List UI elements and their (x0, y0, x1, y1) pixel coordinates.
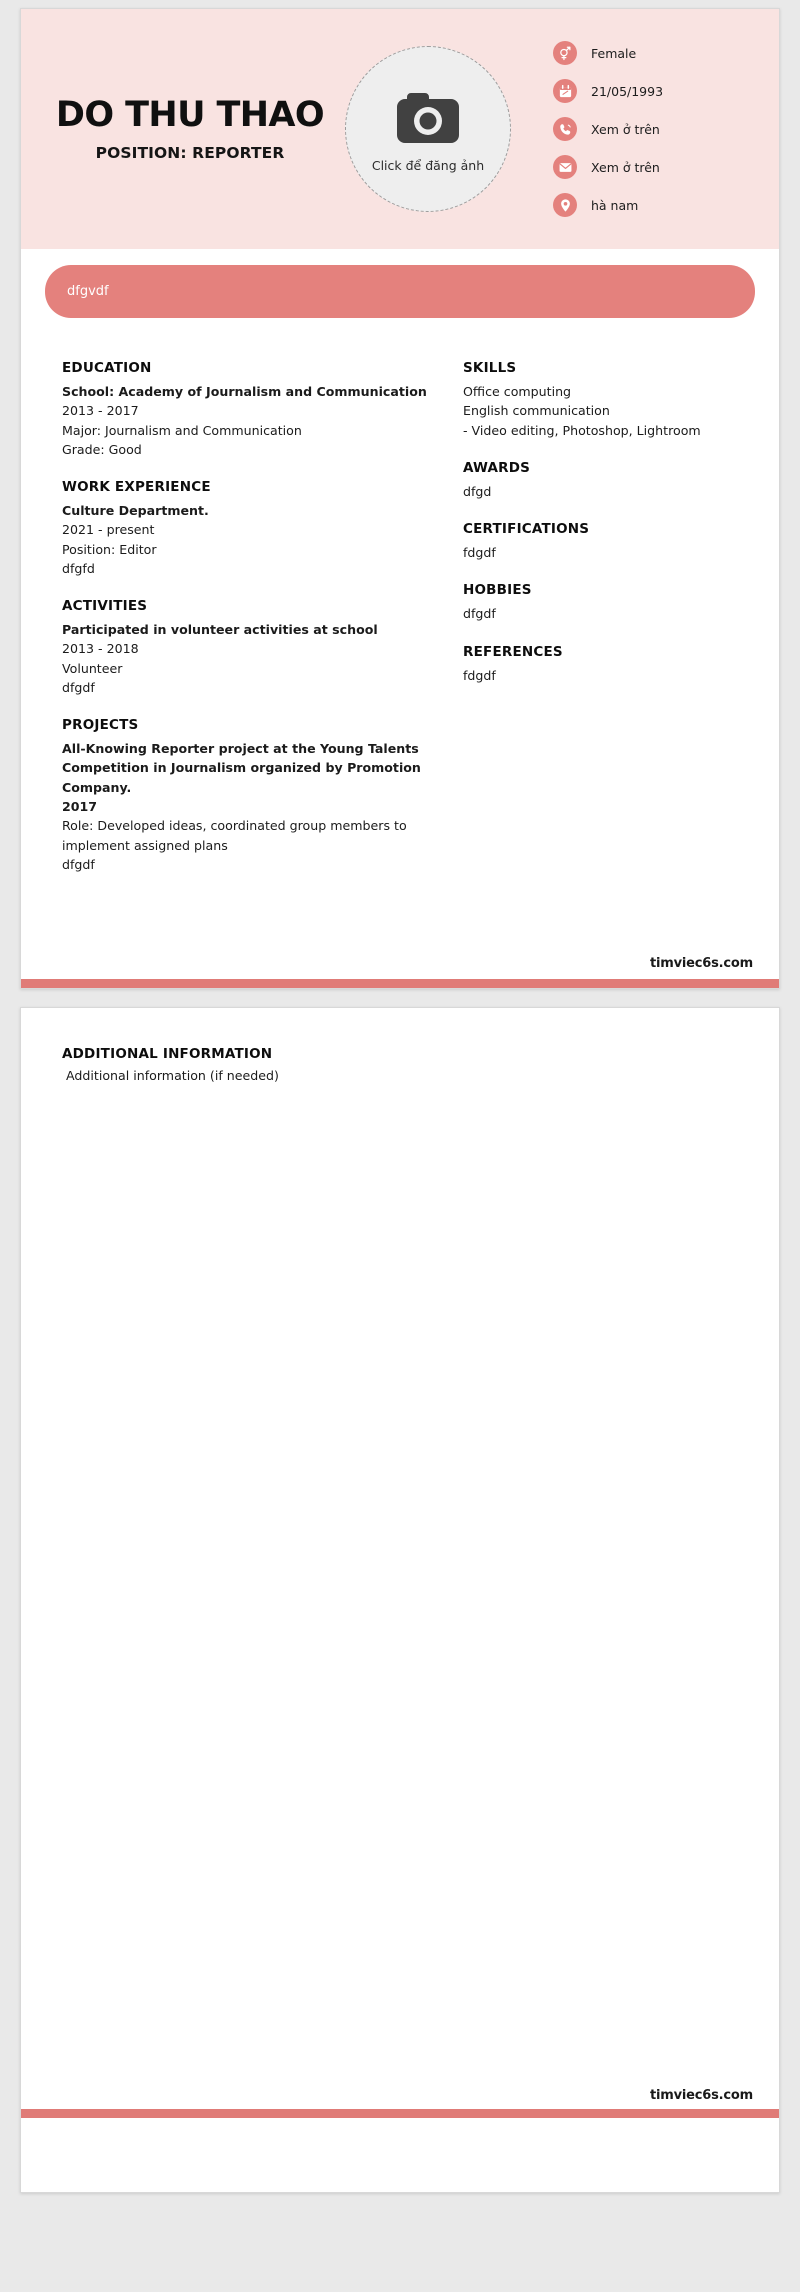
contact-row-email[interactable] (553, 155, 757, 179)
cv-section (62, 598, 435, 697)
contact-row-gender[interactable] (553, 41, 757, 65)
brand-label: timviec6s.com (650, 956, 753, 971)
contact-value-gender: Female (591, 45, 637, 61)
contact-row-phone[interactable] (553, 117, 757, 141)
cv-section (463, 644, 755, 685)
section-line[interactable]: All-Knowing Reporter project at the Young Talents Competition in Journalism organized by Promotion Company. (62, 741, 421, 795)
contact-list (513, 41, 757, 217)
contact-row-birthday[interactable] (553, 79, 757, 103)
section-title: EDUCATION (62, 360, 152, 376)
cv-right-column (457, 360, 755, 938)
page-accent-bar-2 (21, 2109, 779, 2118)
section-line[interactable]: dfgdf (62, 679, 95, 695)
section-title: ACTIVITIES (62, 598, 148, 615)
location-icon (553, 193, 577, 217)
section-title: REFERENCES (463, 643, 563, 660)
name-block (43, 96, 343, 163)
section-line[interactable]: 2021 - present (62, 522, 155, 538)
cv-section (463, 521, 755, 562)
brand-row-page-1 (21, 938, 779, 979)
cv-page-2 (20, 1007, 780, 2193)
cv-section (463, 460, 755, 501)
contact-value-address: hà nam (591, 197, 639, 213)
cv-section (463, 360, 755, 440)
section-line[interactable]: Major: Journalism and Communication (62, 422, 302, 438)
calendar-icon (553, 79, 577, 103)
contact-value-email: Xem ở trên (591, 159, 660, 175)
cv-page-1 (20, 8, 780, 989)
section-line[interactable]: Volunteer (62, 660, 123, 676)
section-line[interactable]: Grade: Good (62, 441, 142, 457)
avatar-column (343, 46, 513, 212)
cv-body (21, 318, 779, 938)
cv-section (62, 479, 435, 578)
cv-left-column (45, 360, 435, 938)
section-line[interactable]: dfgdf (463, 606, 496, 622)
contact-value-birthday: 21/05/1993 (591, 83, 664, 99)
career-objective-field[interactable]: dfgvdf (45, 265, 755, 318)
section-line[interactable]: Office computing (463, 384, 572, 399)
section-line[interactable]: dfgdf (62, 856, 95, 872)
brand-row-page-2 (21, 2088, 779, 2109)
cv-builder-screen (0, 8, 800, 2292)
page-accent-bar-1 (21, 979, 779, 988)
section-line[interactable]: 2013 - 2017 (62, 403, 139, 419)
phone-icon (553, 117, 577, 141)
section-title: HOBBIES (463, 582, 532, 599)
camera-icon (391, 85, 465, 152)
candidate-position[interactable]: POSITION: REPORTER (95, 144, 285, 163)
section-title: SKILLS (463, 360, 517, 376)
additional-information-title: ADDITIONAL INFORMATION (62, 1046, 273, 1062)
section-title: PROJECTS (62, 717, 139, 734)
section-line[interactable]: fdgdf (463, 667, 496, 683)
email-icon (553, 155, 577, 179)
section-title: WORK EXPERIENCE (62, 479, 211, 496)
section-line[interactable]: - Video editing, Photoshop, Lightroom (463, 422, 701, 438)
cv-section (463, 582, 755, 623)
gender-icon (553, 41, 577, 65)
section-line[interactable]: School: Academy of Journalism and Communication (62, 384, 427, 399)
contact-row-address[interactable] (553, 193, 757, 217)
section-line[interactable]: fdgdf (463, 545, 496, 561)
section-line[interactable]: English communication (463, 403, 610, 419)
section-line[interactable]: 2013 - 2018 (62, 641, 139, 657)
contact-value-phone: Xem ở trên (591, 121, 660, 137)
cv-section (62, 360, 435, 459)
candidate-name[interactable]: DO THU THAO (55, 94, 325, 135)
avatar-upload-button[interactable] (345, 46, 511, 212)
section-line[interactable]: Participated in volunteer activities at school (62, 622, 378, 638)
avatar-caption: Click để đăng ảnh (371, 158, 485, 173)
section-line[interactable]: dfgfd (62, 560, 95, 576)
section-line[interactable]: Position: Editor (62, 541, 157, 557)
additional-information-section (21, 1008, 779, 2088)
cv-section (62, 717, 435, 874)
cv-header (21, 9, 779, 249)
section-line[interactable]: Culture Department. (62, 503, 209, 519)
section-title: CERTIFICATIONS (463, 521, 590, 538)
section-line[interactable]: 2017 (62, 798, 98, 814)
section-title: AWARDS (463, 459, 531, 476)
additional-information-field[interactable]: Additional information (if needed) (66, 1068, 279, 1083)
section-line[interactable]: dfgd (463, 483, 492, 499)
objective-wrapper (21, 249, 779, 318)
section-line[interactable]: Role: Developed ideas, coordinated group members to implement assigned plans (62, 818, 407, 853)
brand-label: timviec6s.com (650, 2088, 753, 2103)
